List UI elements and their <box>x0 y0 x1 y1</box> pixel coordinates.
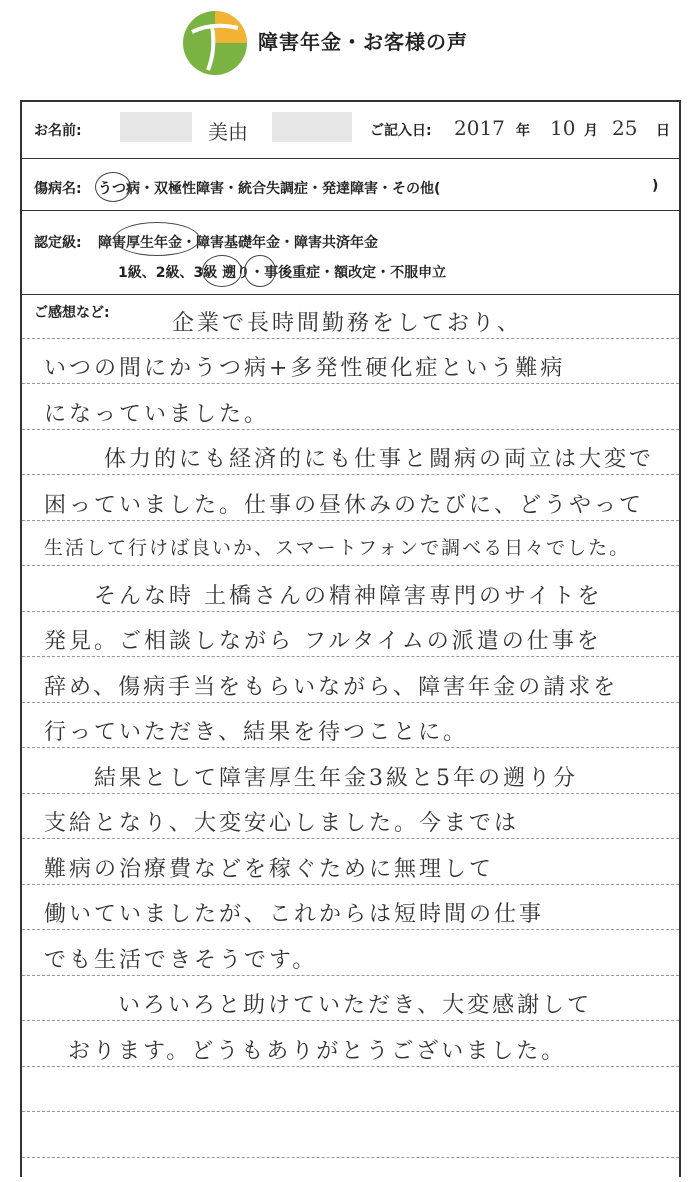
redacted-name <box>272 112 352 142</box>
comment-line: いつの間にかうつ病+多発性硬化症という難病 <box>44 356 566 381</box>
selection-circle <box>114 222 200 256</box>
ruled-line <box>22 747 679 748</box>
comment-line: 辞め、傷病手当をもらいながら、障害年金の請求を <box>44 675 619 700</box>
ruled-line <box>22 838 679 839</box>
page-title: 障害年金・お客様の声 <box>258 30 468 54</box>
grade-levels: 1級、2級、3級 遡り・事後重症・額改定・不服申立 <box>118 265 447 281</box>
comment-line: おります。どうもありがとうございました。 <box>68 1039 567 1064</box>
ruled-line <box>22 1020 679 1021</box>
ruled-line <box>22 338 679 339</box>
redacted-surname <box>120 112 192 142</box>
feedback-form <box>20 100 681 1177</box>
ruled-line <box>22 1111 679 1112</box>
comment-line: そんな時 土橋さんの精神障害専門のサイトを <box>94 584 603 609</box>
ruled-line <box>22 884 679 885</box>
row-divider <box>22 210 679 211</box>
comment-line: 働いていましたが、これからは短時間の仕事 <box>44 902 545 927</box>
selection-circle <box>244 255 276 287</box>
page-header <box>0 0 697 90</box>
logo-icon <box>182 10 248 76</box>
disease-label: 傷病名: <box>34 181 82 197</box>
ruled-line <box>22 520 679 521</box>
selection-circle <box>95 172 131 202</box>
row-divider <box>22 158 679 159</box>
ruled-line <box>22 975 679 976</box>
comment-line: いろいろと助けていただき、大変感謝して <box>118 993 593 1018</box>
comment-line: 困っていました。仕事の昼休みのたびに、どうやって <box>44 493 645 518</box>
date-month: 10 <box>550 116 576 140</box>
ruled-line <box>22 1157 679 1158</box>
month-unit: 月 <box>584 123 598 139</box>
disease-close: ) <box>652 178 659 194</box>
comment-line: でも生活できそうです。 <box>44 948 318 973</box>
day-unit: 日 <box>656 123 670 139</box>
selection-circle <box>202 255 242 287</box>
comment-line: 結果として障害厚生年金3級と5年の遡り分 <box>94 766 578 791</box>
ruled-line <box>22 1066 679 1067</box>
name-value: 美由 <box>208 120 248 144</box>
ruled-line <box>22 474 679 475</box>
ruled-line <box>22 793 679 794</box>
comment-line: 体力的にも経済的にも仕事と闘病の両立は大変で <box>104 447 655 472</box>
comment-line: 発見。ご相談しながら フルタイムの派遣の仕事を <box>44 629 602 654</box>
ruled-line <box>22 929 679 930</box>
ruled-line <box>22 429 679 430</box>
ruled-line <box>22 565 679 566</box>
comment-line: 支給となり、大変安心しました。今までは <box>44 811 520 836</box>
row-divider <box>22 294 679 295</box>
comment-line: 難病の治療費などを稼ぐために無理して <box>44 857 495 882</box>
year-unit: 年 <box>516 123 530 139</box>
date-label: ご記入日: <box>370 123 432 139</box>
name-label: お名前: <box>34 123 82 139</box>
grade-pension-types: 障害厚生年金・障害基礎年金・障害共済年金 <box>98 235 378 251</box>
comment-line: 企業で長時間勤務をしており、 <box>172 311 523 336</box>
comments-label: ご感想など: <box>34 305 110 321</box>
comment-line: 生活して行けば良いか、スマートフォンで調べる日々でした。 <box>44 537 631 559</box>
disease-options: うつ病・双極性障害・統合失調症・発達障害・その他( <box>98 181 441 197</box>
comment-line: 行っていただき、結果を待つことに。 <box>44 720 469 745</box>
ruled-line <box>22 611 679 612</box>
date-day: 25 <box>612 116 638 140</box>
ruled-line <box>22 656 679 657</box>
ruled-line <box>22 383 679 384</box>
date-year: 2017 <box>454 116 505 140</box>
ruled-line <box>22 702 679 703</box>
grade-label: 認定級: <box>34 235 82 251</box>
comment-line: になっていました。 <box>44 402 270 427</box>
